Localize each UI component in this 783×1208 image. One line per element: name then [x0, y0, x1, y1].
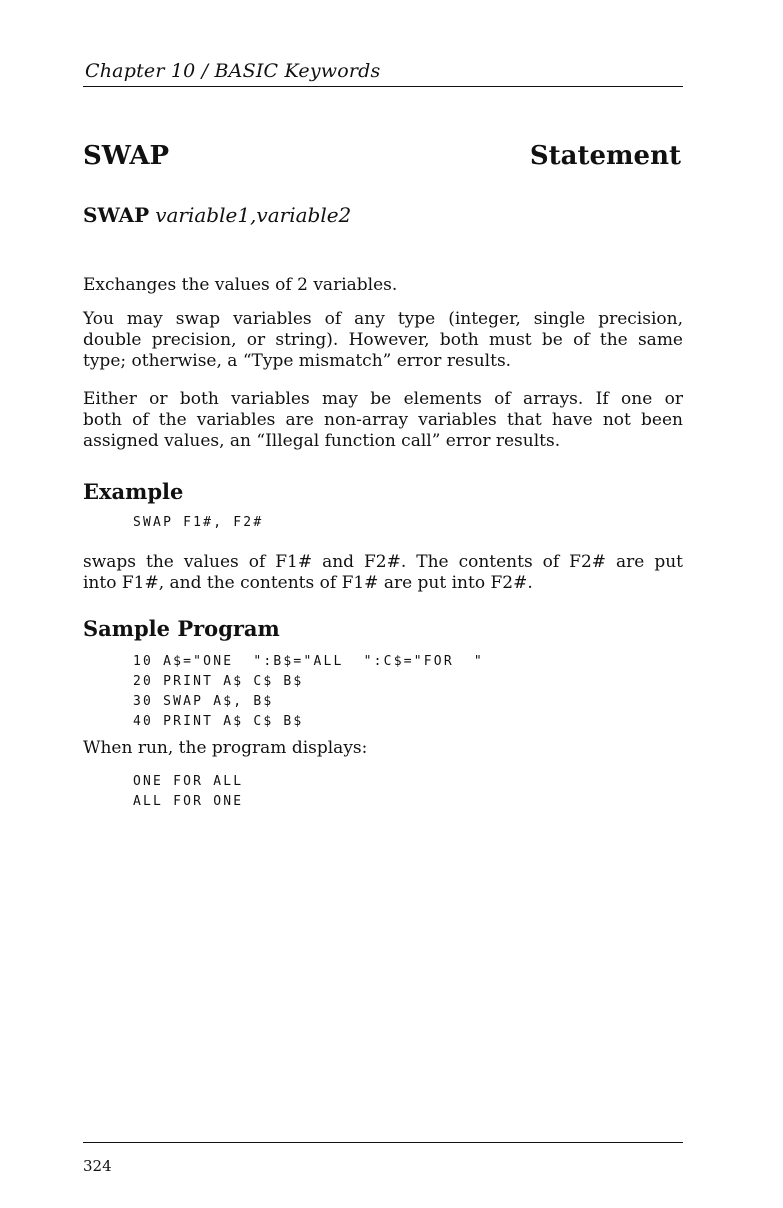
paragraph-line: type; otherwise, a “Type mismatch” error results. [83, 351, 512, 371]
running-head: Chapter 10 / BASIC Keywords [85, 60, 381, 82]
manual-page [83, 0, 683, 1208]
output-line: ALL FOR ONE [133, 794, 244, 809]
description-paragraph-1 [83, 275, 683, 296]
entry-kind: Statement [529, 141, 681, 171]
paragraph-line: Either or both variables may be elements of arrays. If one or [83, 389, 683, 409]
paragraph-line: double precision, or string). However, both must be of the same [83, 330, 683, 350]
code-line: 30 SWAP A$, B$ [133, 694, 274, 709]
paragraph-line: You may swap variables of any type (integer, single precision, [83, 309, 683, 329]
paragraph-line: into F1#, and the contents of F1# are put into F2#. [83, 573, 533, 593]
sample-program-heading: Sample Program [83, 616, 280, 641]
syntax-line [83, 203, 351, 227]
entry-keyword: SWAP [83, 141, 170, 171]
code-line: 20 PRINT A$ C$ B$ [133, 674, 304, 689]
run-description [83, 738, 683, 759]
code-line: 40 PRINT A$ C$ B$ [133, 714, 304, 729]
code-line: 10 A$="ONE ":B$="ALL ":C$="FOR " [133, 654, 484, 669]
example-explanation [83, 552, 683, 594]
header-rule [83, 86, 683, 87]
paragraph-line: assigned values, an “Illegal function call” error results. [83, 431, 561, 451]
program-output [133, 772, 243, 812]
paragraph-line: When run, the program displays: [83, 738, 368, 758]
footer-rule [83, 1142, 683, 1143]
paragraph-line: Exchanges the values of 2 variables. [83, 275, 398, 295]
description-paragraph-3 [83, 389, 683, 452]
page-number: 324 [83, 1157, 112, 1175]
output-line: ONE FOR ALL [133, 774, 244, 789]
syntax-keyword: SWAP [83, 203, 150, 227]
example-code [133, 513, 263, 533]
paragraph-line: both of the variables are non-array variables that have not been [83, 410, 683, 430]
paragraph-line: swaps the values of F1# and F2#. The contents of F2# are put [83, 552, 683, 572]
example-heading: Example [83, 479, 184, 504]
syntax-args: variable1,variable2 [155, 203, 352, 227]
code-line: SWAP F1#, F2# [133, 515, 264, 530]
description-paragraph-2 [83, 309, 683, 372]
sample-program-code [133, 652, 484, 732]
